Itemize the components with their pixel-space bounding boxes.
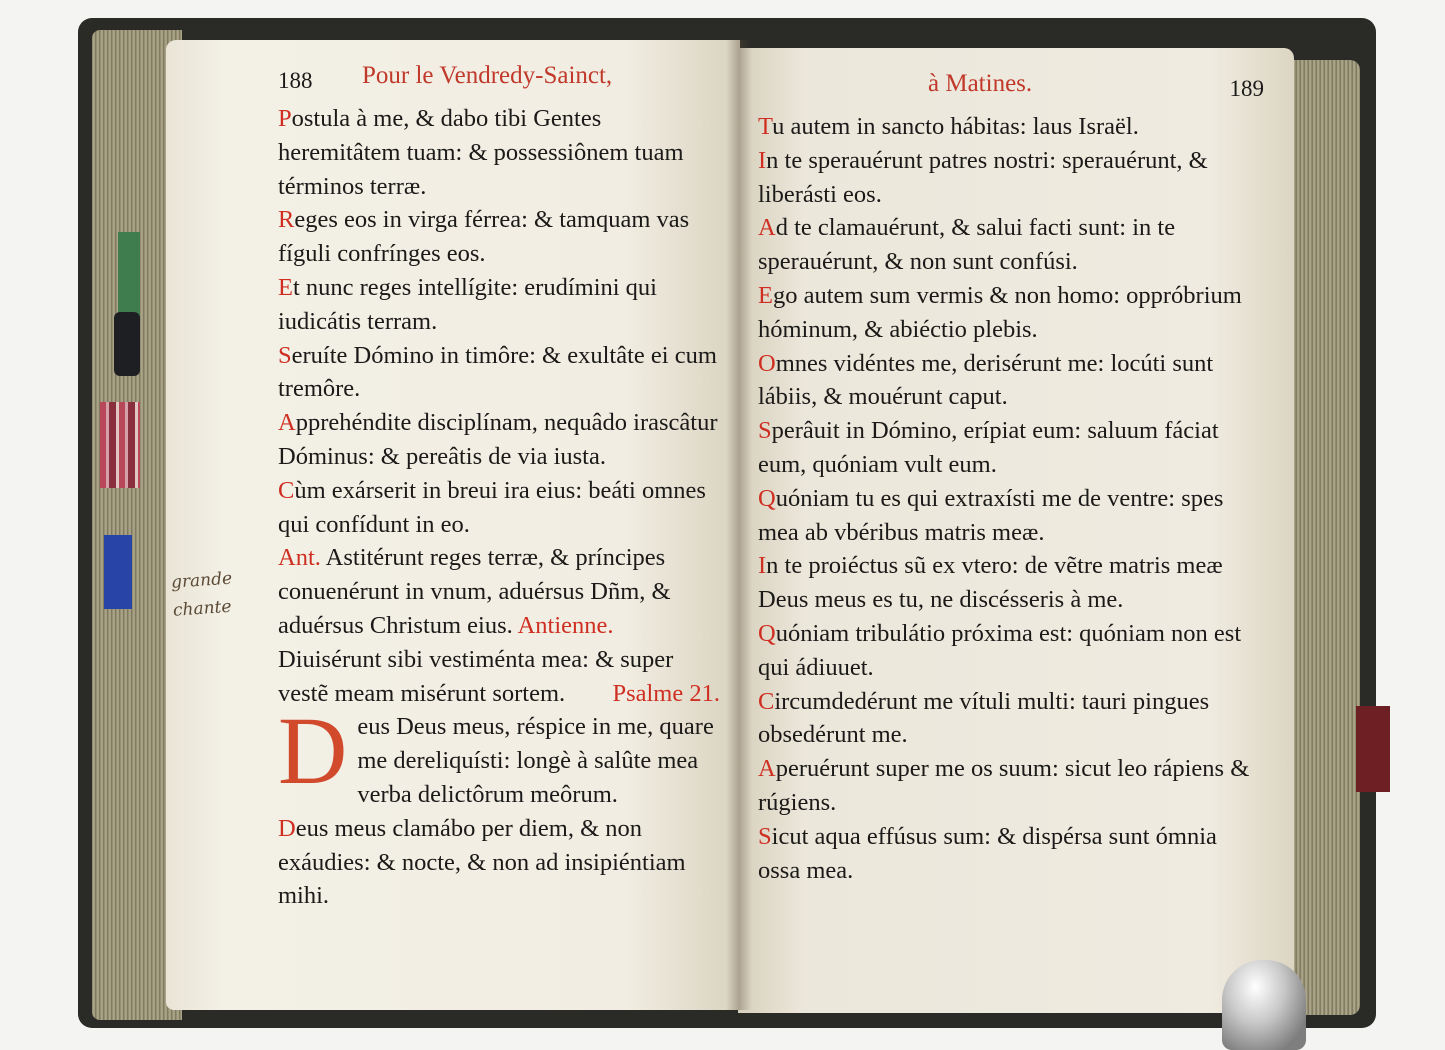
verse	[758, 279, 1254, 347]
left-page-number: 188	[278, 68, 313, 93]
verse-initial: A	[758, 755, 776, 783]
right-page	[738, 48, 1294, 1013]
verse	[758, 752, 1254, 820]
verse-text: perâuit in Dómino, erípiat eum: saluum fáciat eum, quóniam vult eum.	[758, 417, 1219, 478]
verse-initial: E	[278, 273, 293, 301]
left-page	[166, 40, 740, 1010]
right-running-head	[758, 70, 1264, 106]
verse-initial: A	[278, 409, 296, 437]
verse-text: n te sperauérunt patres nostri: sperauérunt, & liberásti eos.	[758, 146, 1208, 208]
verse-initial: D	[278, 814, 296, 842]
book-gutter	[726, 40, 752, 1010]
verse-initial: S	[758, 822, 772, 850]
right-page-number: 189	[1229, 76, 1264, 101]
verse	[278, 339, 720, 407]
left-running-title: Pour le Vendredy-Sainct,	[362, 62, 613, 89]
verse	[758, 820, 1254, 888]
psalm-opening	[278, 710, 720, 811]
verse-initial: T	[758, 113, 773, 140]
verse-text: ircumdedérunt me vítuli multi: tauri pingues obsedérunt me.	[758, 687, 1210, 749]
verse-text: n te proiéctus sũ ex vtero: de vẽtre matris meæ Deus meus es tu, ne discésseris à me.	[758, 552, 1223, 614]
verse-initial: C	[278, 476, 295, 504]
verse-initial: S	[278, 341, 292, 369]
verse-initial: Q	[758, 484, 776, 512]
verse	[278, 474, 720, 542]
verse-text: go autem sum vermis & non homo: oppróbrium hóminum, & abiéctio plebis.	[758, 281, 1242, 343]
verse-text: eruíte Dómino in timôre: & exultâte ei cum tremôre.	[278, 341, 717, 403]
verse	[758, 110, 1254, 144]
verse	[278, 271, 720, 339]
verse-text: peruérunt super me os suum: sicut leo rápiens & rúgiens.	[758, 755, 1250, 816]
antienne-label: Antienne.	[517, 611, 614, 639]
right-running-title: à Matines.	[928, 70, 1033, 97]
drop-cap-initial: D	[278, 710, 348, 805]
verse-initial: A	[758, 214, 776, 242]
verse	[758, 414, 1254, 482]
verse	[758, 617, 1254, 685]
verse-text: ostula à me, & dabo tibi Gentes heremitâtem tuam: & possessiônem tuam términos terræ.	[278, 105, 684, 200]
verse-initial: E	[758, 281, 773, 309]
verse-text: eus meus clamábo per diem, & non exáudies: & nocte, & non ad insipiéntiam mihi.	[278, 814, 686, 910]
black-ribbon-marker	[114, 312, 140, 376]
verse	[278, 406, 720, 474]
verse-initial: P	[278, 105, 292, 132]
maroon-ribbon-marker	[1356, 706, 1390, 792]
verse	[758, 211, 1254, 279]
antiphon-text: Astitérunt reges terræ, & príncipes conuenérunt in vnum, aduérsus Dñm, & aduérsus Christum eius.	[278, 544, 671, 639]
verse	[278, 102, 720, 203]
verse-text: pprehéndite disciplínam, nequâdo irascâtur Dóminus: & pereâtis de via iusta.	[278, 409, 718, 470]
verse-text: uóniam tu es qui extraxísti me de ventre: spes mea ab vbéribus matris meæ.	[758, 484, 1224, 546]
verse-text: u autem in sancto hábitas: laus Israël.	[772, 113, 1139, 140]
verse-text: uóniam tribulátio próxima est: quóniam non est qui ádiuuet.	[758, 619, 1242, 681]
striped-ribbon-marker	[100, 402, 140, 488]
verse	[758, 685, 1254, 753]
verse	[758, 482, 1254, 550]
verse-text: eus Deus meus, réspice in me, quare me dereliquísti: longè à salûte mea verba delictôrum meôrum.	[357, 713, 714, 808]
verse-text: mnes vidéntes me, derisérunt me: locúti sunt lábiis, & mouérunt caput.	[758, 349, 1214, 411]
verse	[758, 144, 1254, 212]
margin-note-line: chante	[172, 596, 233, 621]
antiphon-text-2: Diuisérunt sibi vestiménta mea: & super vestẽ meam misérunt sortem.	[278, 645, 674, 707]
blue-ribbon-marker	[104, 535, 132, 609]
verse-initial: R	[278, 206, 295, 234]
verse-initial: Q	[758, 619, 776, 647]
psalm-label: Psalme 21.	[612, 679, 720, 707]
left-running-head	[278, 62, 720, 98]
margin-note-line: grande	[170, 568, 233, 593]
verse-initial: O	[758, 349, 776, 377]
antiphon	[278, 541, 720, 710]
verse-text: d te clamauérunt, & salui facti sunt: in te sperauérunt, & non sunt confúsi.	[758, 214, 1176, 276]
verse-text: eges eos in virga férrea: & tamquam vas fíguli confrínges eos.	[278, 206, 690, 268]
antiphon-label: Ant.	[278, 544, 321, 572]
verse-text: ùm exárserit in breui ira eius: beáti omnes qui confídunt in eo.	[278, 476, 706, 538]
verse-initial: I	[758, 146, 767, 174]
verse-initial: I	[758, 552, 767, 580]
verse-text: t nunc reges intellígite: erudímini qui iudicátis terram.	[278, 273, 657, 335]
verse	[758, 347, 1254, 415]
verse-text: icut aqua effúsus sum: & dispérsa sunt ómnia ossa mea.	[758, 822, 1217, 884]
verse-initial: C	[758, 687, 775, 715]
green-ribbon-marker	[118, 232, 140, 320]
verse	[758, 549, 1254, 617]
verse	[278, 812, 720, 913]
handwritten-margin-note	[170, 563, 254, 624]
verse-initial: S	[758, 417, 772, 445]
silver-clasp	[1222, 960, 1306, 1050]
verse	[278, 203, 720, 271]
